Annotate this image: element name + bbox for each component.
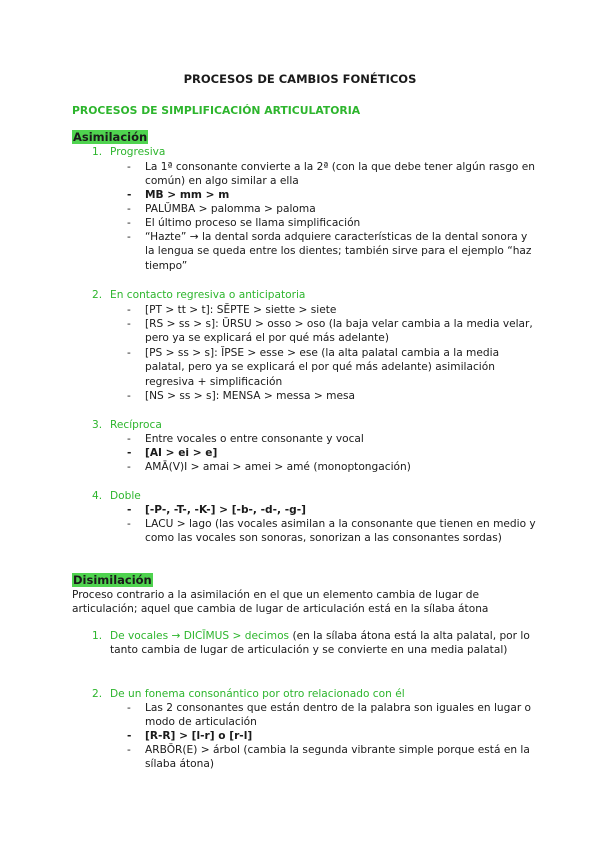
disimilacion-item-1: 1. De vocales → DICĪMUS > decimos (en la sílaba átona está la alta palatal, por lo tanto cambia de lugar de articulación y se convierte en una media palatal) <box>92 630 530 657</box>
disimilacion-heading: Disimilación <box>73 573 152 587</box>
item-label: Recíproca <box>110 419 162 431</box>
disimilacion-item-2: 2. De un fonema consonántico por otro relacionado con él <box>92 687 552 701</box>
item-label: Progresiva <box>110 146 166 158</box>
item-detail: (en la sílaba átona está la alta palatal, por lo tanto cambia de lugar de articulación y se convierte en una media palatal) <box>110 630 530 657</box>
asimilacion-heading: Asimilación <box>73 130 148 144</box>
bullet: - [AI > ei > e] <box>127 447 218 459</box>
bullet: - PALŬMBA > palomma > paloma <box>127 203 316 215</box>
bullet: - [PS > ss > s]: ĬPSE > esse > ese (la alta palatal cambia a la media palatal, pero ya se explicará el por qué más adelante) asimilación regresiva + simplificación <box>127 347 500 388</box>
asimilacion-item-2: 2. En contacto regresiva o anticipatoria <box>92 288 552 302</box>
bullet: - [RS > ss > s]: ŬRSU > osso > oso (la baja velar cambia a la media velar, pero ya se explicará el por qué más adelante) <box>127 318 533 345</box>
asimilacion-item-1: 1. Progresiva <box>92 145 552 159</box>
section-subtitle: PROCESOS DE SIMPLIFICACIÓN ARTICULATORIA <box>72 104 361 117</box>
bullet: - Entre vocales o entre consonante y vocal <box>127 433 364 445</box>
bullet: - La 1ª consonante convierte a la 2ª (con la que debe tener algún rasgo en común) en algo similar a ella <box>127 161 535 188</box>
asimilacion-item-4: 4. Doble <box>92 489 552 503</box>
bullet: - [R-R] > [l-r] o [r-l] <box>127 730 253 742</box>
bullet: - “Hazte” → la dental sorda adquiere características de la dental sonora y la lengua se queda entre los dientes; también sirve para el ejemplo “haz tiempo” <box>127 231 532 272</box>
bullet: - [-P-, -T-, -K-] > [-b-, -d-, -g-] <box>127 504 306 516</box>
bullet: - Las 2 consonantes que están dentro de la palabra son iguales en lugar o modo de articulación <box>127 702 532 729</box>
item-label: En contacto regresiva o anticipatoria <box>110 289 306 301</box>
item-label: De vocales → DICĪMUS > decimos <box>110 630 290 642</box>
page-title: PROCESOS DE CAMBIOS FONÉTICOS <box>183 72 417 86</box>
bullet: - El último proceso se llama simplificación <box>127 217 361 229</box>
asimilacion-item-3: 3. Recíproca <box>92 418 552 432</box>
item-label: Doble <box>110 490 141 502</box>
disimilacion-intro: Proceso contrario a la asimilación en el que un elemento cambia de lugar de articulación; aquel que cambia de lugar de articulación está en la sílaba átona <box>72 589 489 616</box>
bullet: - MB > mm > m <box>127 189 230 201</box>
bullet: - [PT > tt > t]: SĔPTE > siette > siete <box>127 304 337 316</box>
bullet: - ARBŎR(E) > árbol (cambia la segunda vibrante simple porque está en la sílaba átona) <box>127 744 530 771</box>
bullet: - LACU > lago (las vocales asimilan a la consonante que tienen en medio y como las vocales son sonoras, sonorizan a las consonantes sordas) <box>127 518 536 545</box>
bullet: - AMĀ(V)I > amai > amei > amé (monoptongación) <box>127 461 411 473</box>
bullet: - [NS > ss > s]: MENSA > messa > mesa <box>127 390 355 402</box>
item-label: De un fonema consonántico por otro relacionado con él <box>110 688 405 700</box>
